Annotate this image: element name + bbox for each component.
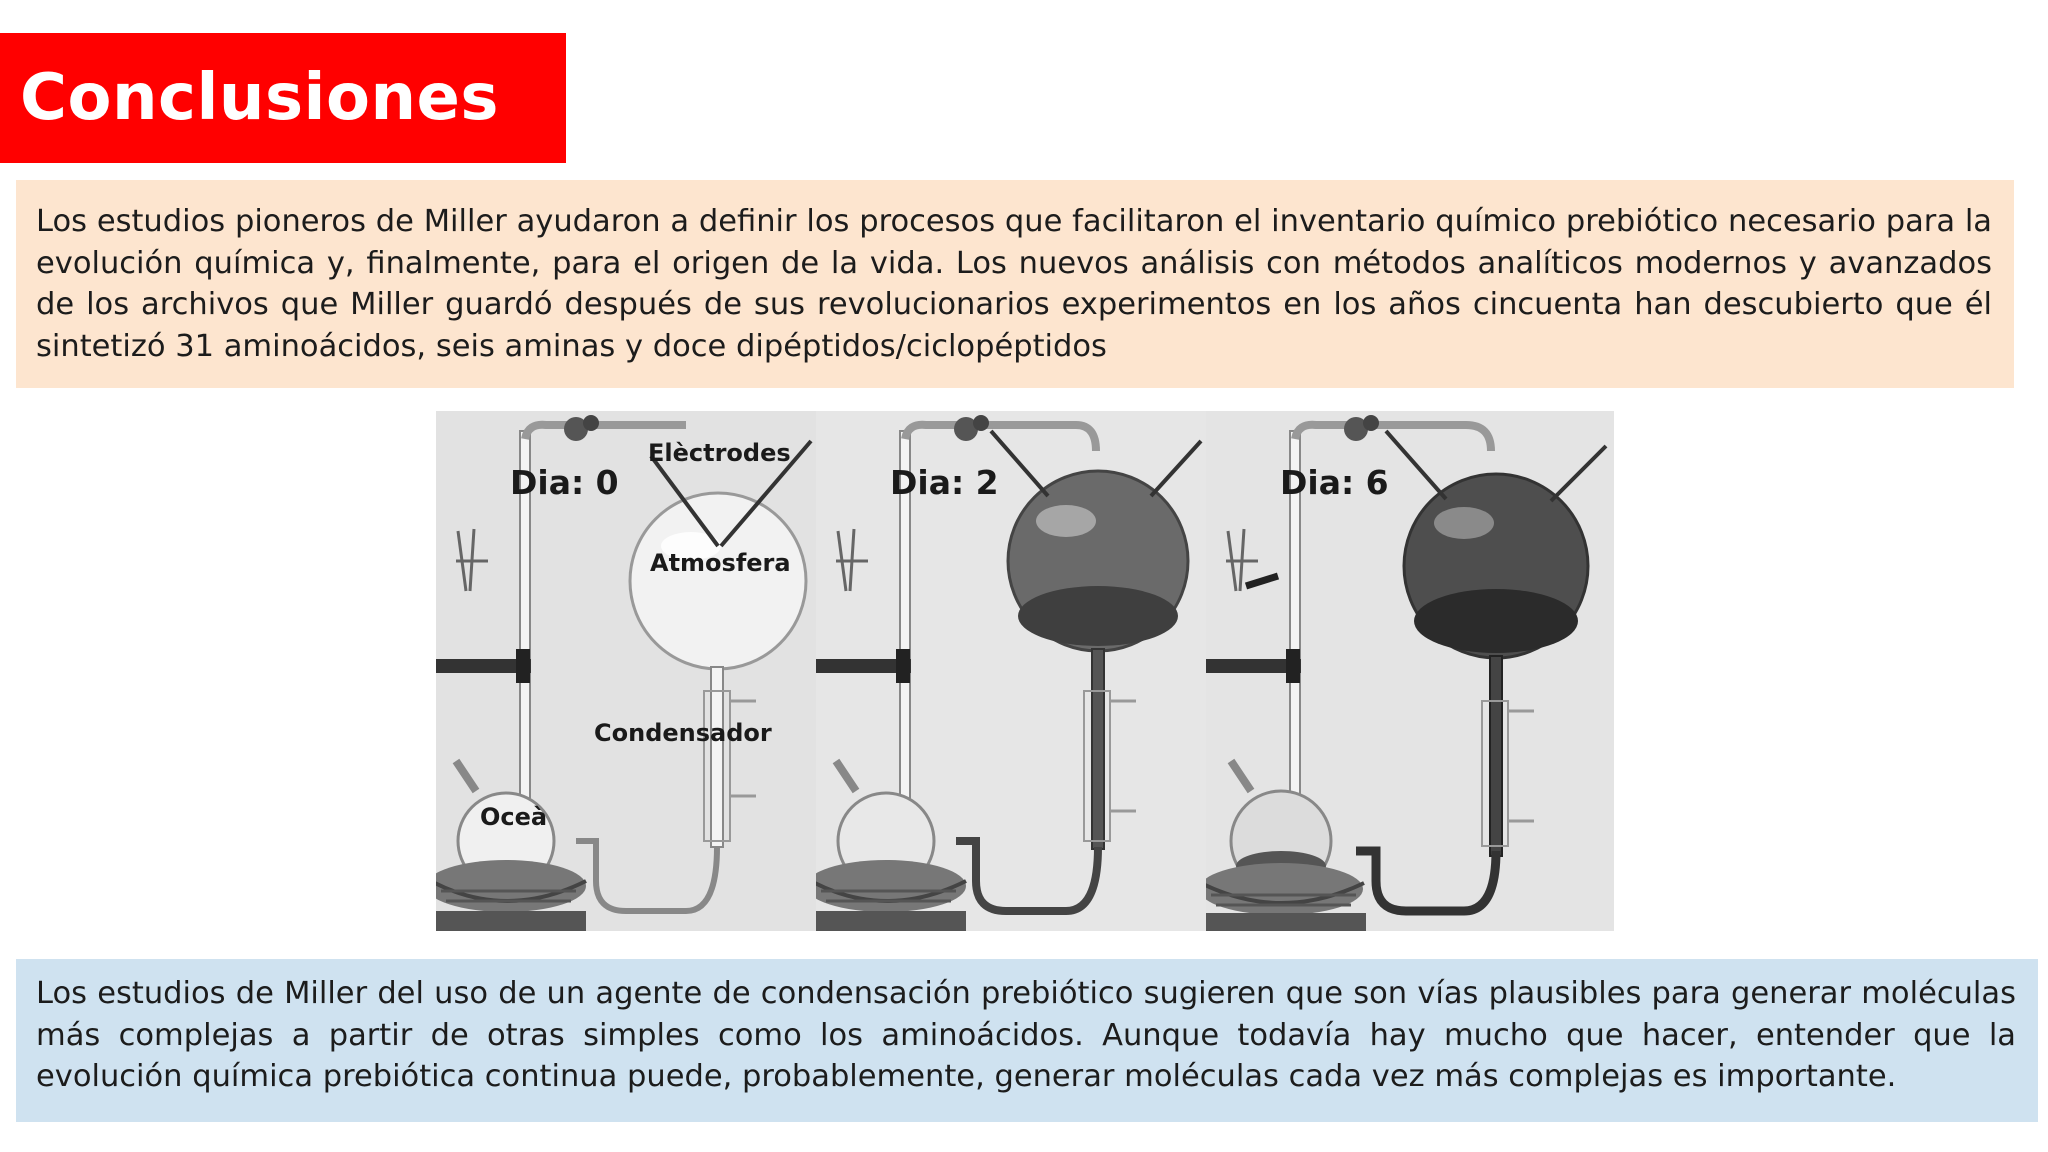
condenser-label: Condensador	[594, 719, 772, 747]
day-2-label: Dia: 2	[890, 463, 999, 502]
top-text-box	[16, 180, 2014, 388]
title-banner	[0, 33, 566, 163]
top-paragraph: Los estudios pioneros de Miller ayudaron a definir los procesos que facilitaron el inventario químico prebiótico necesario para la evolución química y, finalmente, para el origen de la vida. Los nuevos análisis con métodos analíticos modernos y avanzados de los archivos que Miller guardó después de sus revolucionarios experimentos en los años cincuenta han descubierto que él sintetizó 31 aminoácidos, seis aminas y doce dipéptidos/ciclopéptidos	[36, 204, 1992, 364]
apparatus-day-6-illustration	[1206, 411, 1614, 931]
electrodes-label: Elèctrodes	[648, 439, 791, 467]
slide-title: Conclusiones	[20, 61, 499, 135]
panel-day-6	[1206, 411, 1614, 931]
apparatus-day-0-illustration	[436, 411, 816, 931]
panel-day-2	[816, 411, 1206, 931]
ocean-label: Oceà	[480, 803, 548, 831]
atmosphere-label: Atmosfera	[650, 549, 791, 577]
bottom-text-box	[16, 959, 2038, 1122]
bottom-paragraph: Los estudios de Miller del uso de un agente de condensación prebiótico sugieren que son vías plausibles para generar moléculas más complejas a partir de otras simples como los aminoácidos. Aunque todavía hay mucho que hacer, entender que la evolución química prebiótica continua puede, probablemente, generar moléculas cada vez más complejas es importante.	[36, 976, 2016, 1094]
panel-day-0	[436, 411, 816, 931]
day-0-label: Dia: 0	[510, 463, 619, 502]
miller-experiment-figure	[436, 411, 1614, 931]
day-6-label: Dia: 6	[1280, 463, 1389, 502]
apparatus-day-2-illustration	[816, 411, 1206, 931]
